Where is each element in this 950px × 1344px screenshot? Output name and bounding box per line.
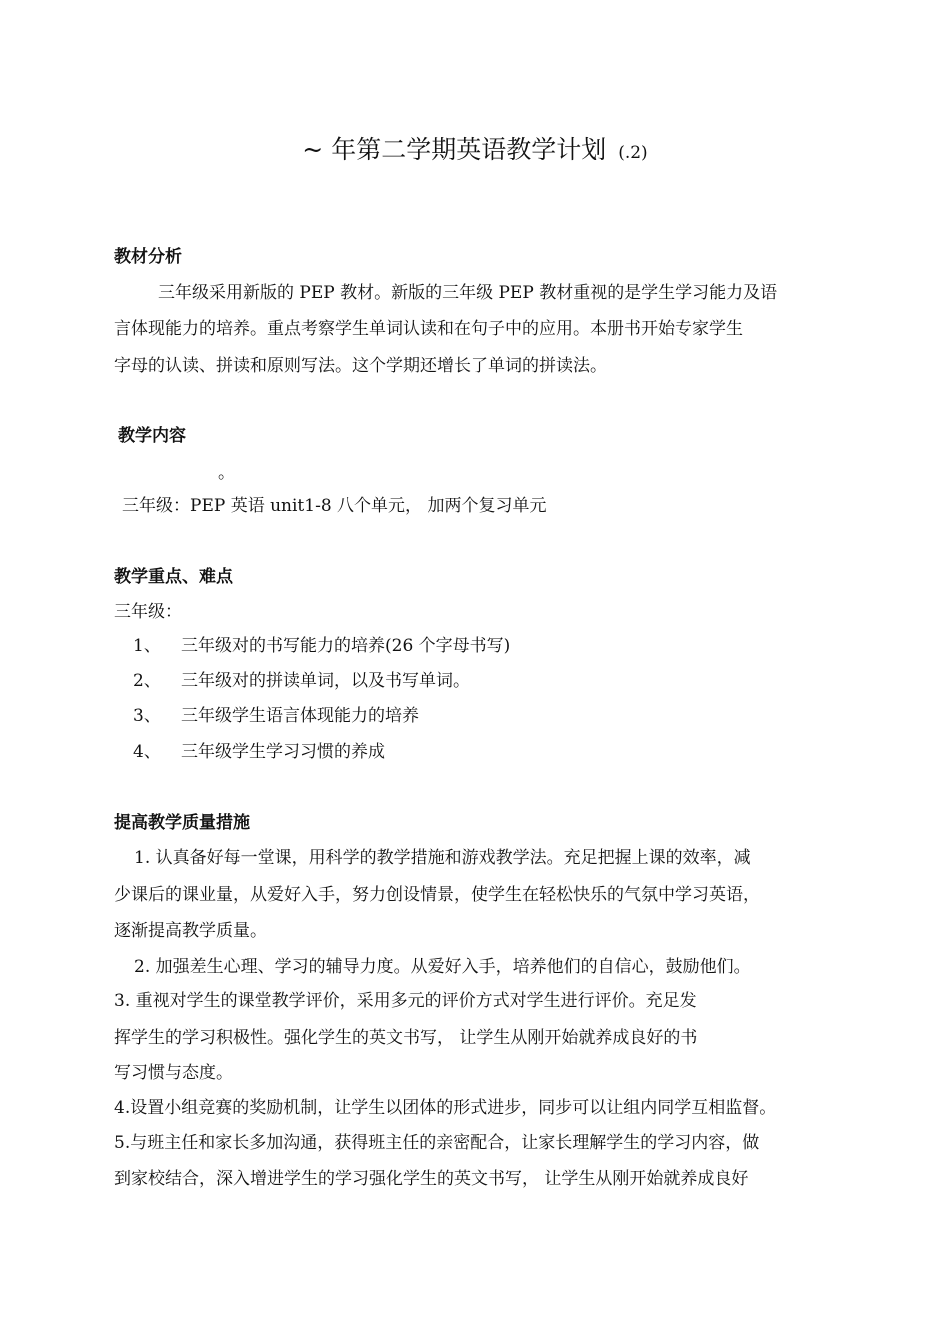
paragraph-line: 挥学生的学习积极性。强化学生的英文书写， 让学生从刚开始就养成良好的书 [114, 1028, 698, 1048]
list-number: 4、 [133, 742, 161, 762]
section-heading-teaching-content: 教学内容 [118, 426, 186, 446]
section-heading-quality-measures: 提高教学质量措施 [114, 813, 250, 833]
section-heading-textbook-analysis: 教材分析 [114, 247, 182, 267]
list-text: 三年级学生语言体现能力的培养 [181, 706, 419, 726]
list-text: 三年级对的拼读单词，以及书写单词。 [181, 671, 470, 691]
paragraph-line: 少课后的课业量，从爱好入手，努力创设情景，使学生在轻松快乐的气氛中学习英语， [114, 885, 760, 905]
list-item [133, 740, 385, 764]
paragraph-line: 逐渐提高教学质量。 [114, 921, 267, 941]
paragraph-line: 字母的认读、拼读和原则写法。这个学期还增长了单词的拼读法。 [114, 356, 607, 376]
title-suffix: (.2) [618, 143, 648, 163]
list-number: 2、 [133, 671, 161, 691]
paragraph-line: 5.与班主任和家长多加沟通，获得班主任的亲密配合，让家长理解学生的学习内容，做 [114, 1133, 760, 1153]
list-item [133, 634, 510, 658]
list-text: 三年级对的书写能力的培养(26 个字母书写) [181, 636, 511, 656]
paragraph-line: 写习惯与态度。 [114, 1063, 233, 1083]
list-item [133, 669, 470, 693]
paragraph-line: 言体现能力的培养。重点考察学生单词认读和在句子中的应用。本册书开始专家学生 [114, 319, 743, 339]
stray-mark: 。 [218, 463, 235, 483]
grade-label: 三年级： [114, 602, 182, 622]
paragraph-line: 到家校结合，深入增进学生的学习强化学生的英文书写， 让学生从刚开始就养成良好 [114, 1169, 749, 1189]
document-title [0, 130, 950, 173]
section-heading-key-points: 教学重点、难点 [114, 567, 233, 587]
paragraph-line: 三年级：PEP 英语 unit1-8 八个单元， 加两个复习单元 [122, 496, 547, 516]
list-number: 1、 [133, 636, 161, 656]
list-item [133, 704, 419, 728]
paragraph-line: 4.设置小组竞赛的奖励机制，让学生以团体的形式进步，同步可以让组内同学互相监督。 [114, 1098, 777, 1118]
list-text: 三年级学生学习习惯的养成 [181, 742, 385, 762]
title-text: ~ 年第二学期英语教学计划 [302, 135, 607, 164]
paragraph-line: 1. 认真备好每一堂课，用科学的教学措施和游戏教学法。充足把握上课的效率，减 [134, 848, 751, 868]
paragraph-line: 2. 加强差生心理、学习的辅导力度。从爱好入手，培养他们的自信心，鼓励他们。 [134, 957, 751, 977]
paragraph-line: 三年级采用新版的 PEP 教材。新版的三年级 PEP 教材重视的是学生学习能力及语 [158, 283, 778, 303]
list-number: 3、 [133, 706, 161, 726]
paragraph-line: 3. 重视对学生的课堂教学评价，采用多元的评价方式对学生进行评价。充足发 [114, 991, 697, 1011]
